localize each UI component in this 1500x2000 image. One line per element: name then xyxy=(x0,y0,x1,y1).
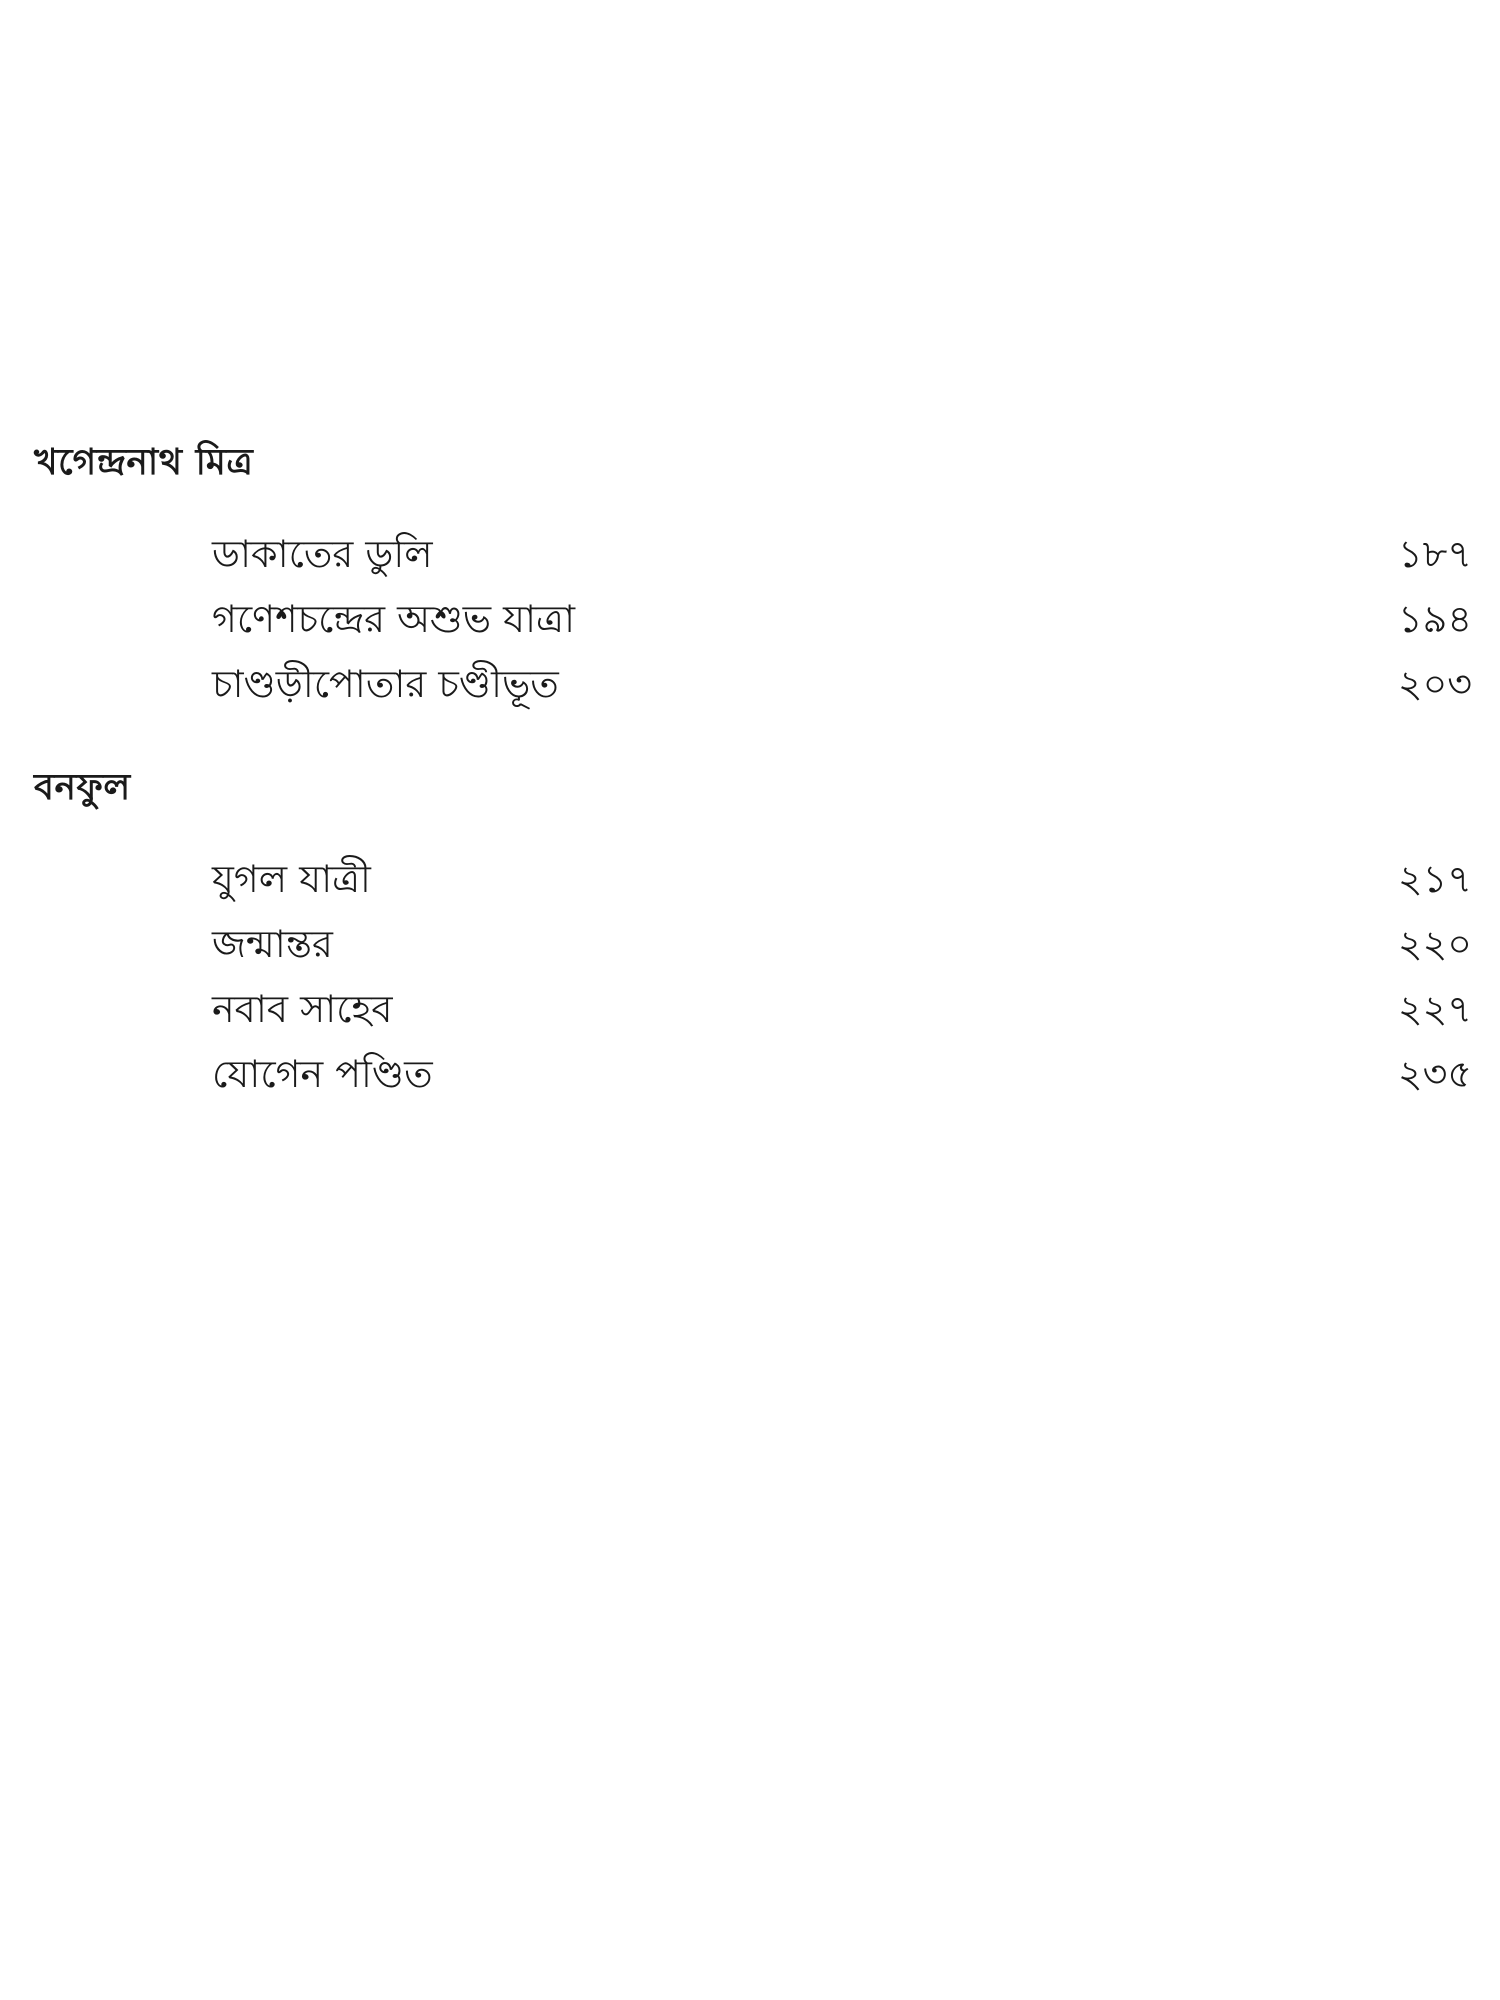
story-title: গণেশচন্দ্রের অশুভ যাত্রা xyxy=(212,597,575,641)
page-number: ১৯৪ xyxy=(1398,597,1472,641)
story-title: জন্মান্তর xyxy=(212,922,333,966)
toc-entry xyxy=(212,850,1472,912)
toc-entry xyxy=(212,915,1472,977)
toc-entry xyxy=(212,980,1472,1042)
story-title: যোগেন পণ্ডিত xyxy=(212,1052,433,1096)
story-title: ডাকাতের ডুলি xyxy=(212,532,433,576)
story-title: যুগল যাত্রী xyxy=(212,857,371,901)
author-heading: বনফুল xyxy=(34,767,131,808)
toc-entry xyxy=(212,1045,1472,1107)
toc-entry xyxy=(212,525,1472,587)
story-title: চাণ্ডড়ীপোতার চণ্ডীভূত xyxy=(212,662,559,706)
page-number: ২০৩ xyxy=(1397,662,1472,706)
page-number: ২২০ xyxy=(1397,922,1472,966)
toc-entry xyxy=(212,655,1472,717)
page-number: ১৮৭ xyxy=(1397,532,1472,576)
toc-entry xyxy=(212,590,1472,652)
page-number: ২৩৫ xyxy=(1397,1052,1472,1096)
story-title: নবাব সাহেব xyxy=(212,987,393,1031)
page-number: ২২৭ xyxy=(1397,987,1472,1031)
page-number: ২১৭ xyxy=(1397,857,1472,901)
author-heading: খগেন্দ্রনাথ মিত্র xyxy=(34,442,254,483)
